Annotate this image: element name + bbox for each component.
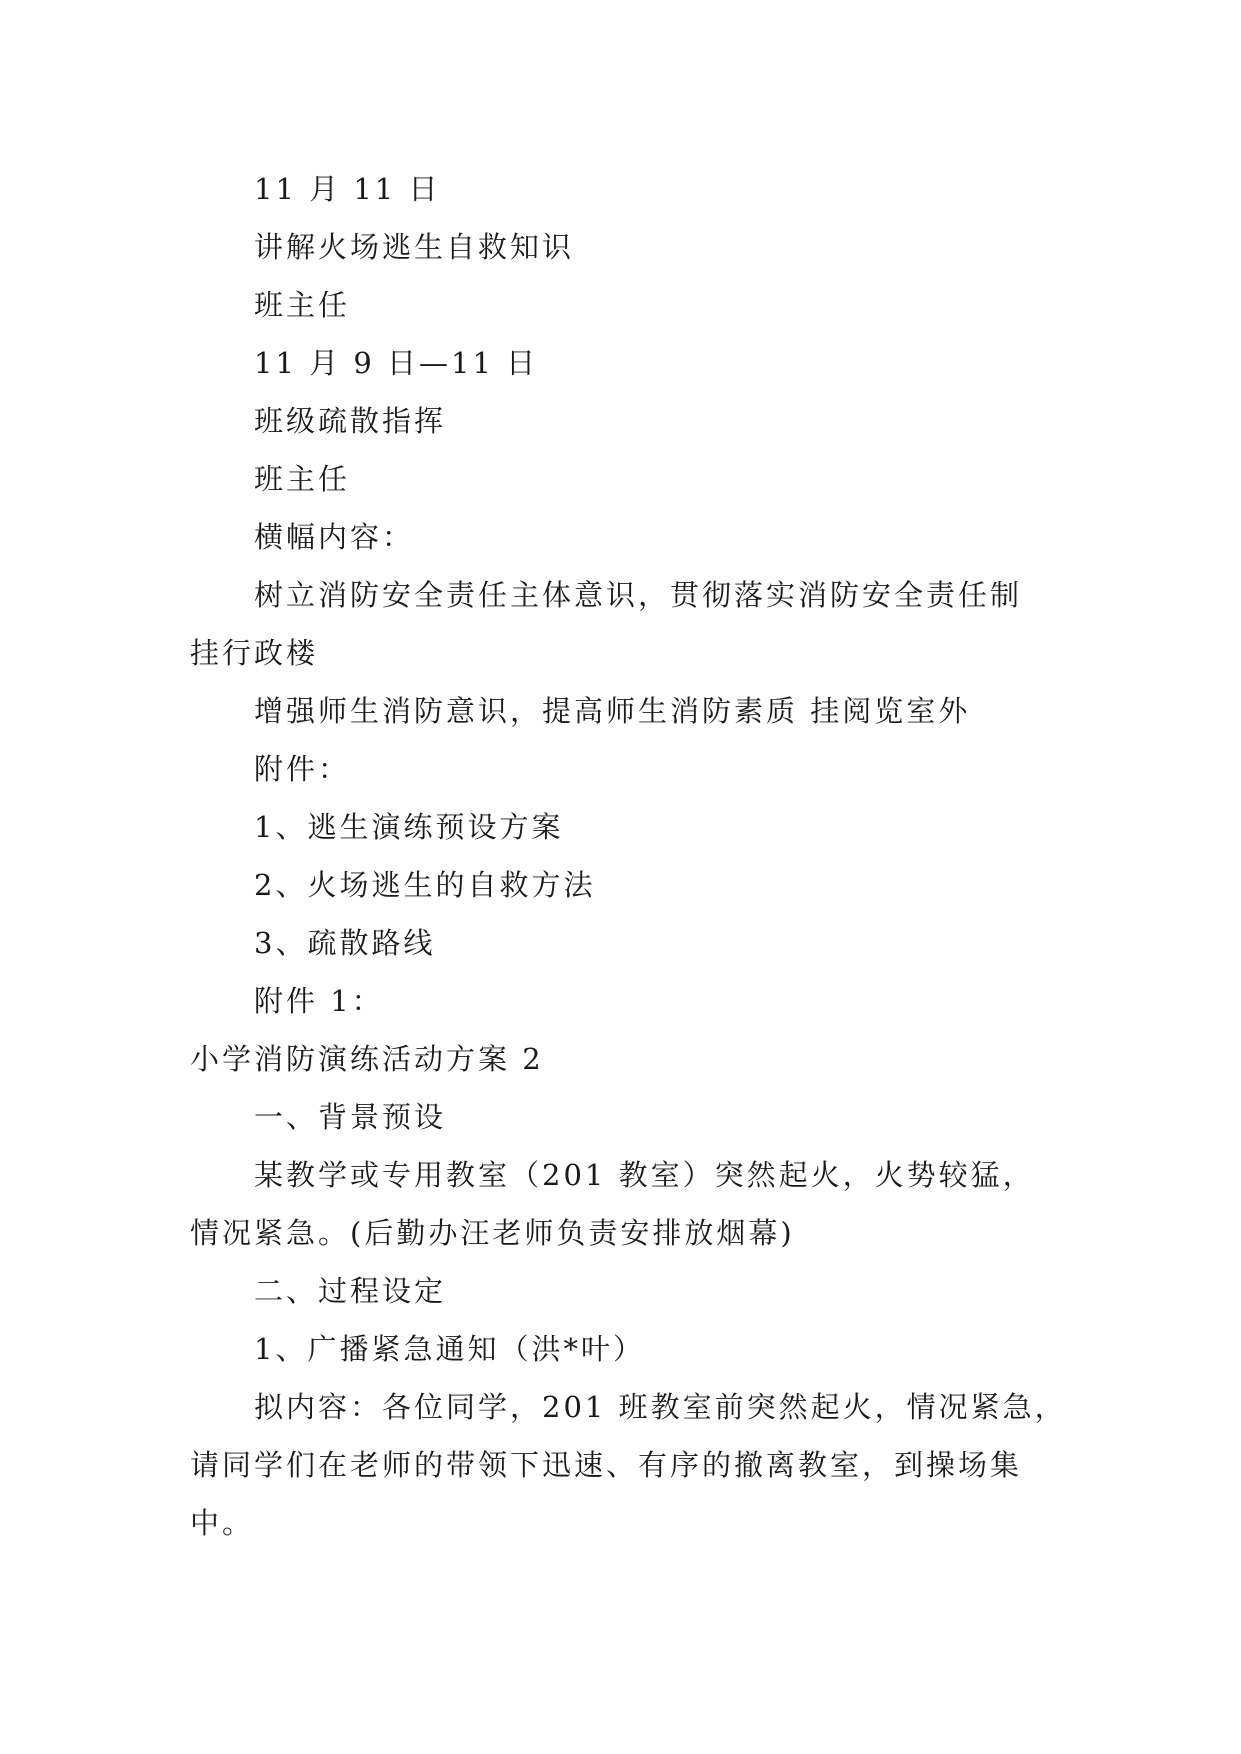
attachment-item: 3、疏散路线 — [254, 926, 436, 960]
document-body — [190, 160, 1067, 1552]
attachment-1-heading: 附件 1： — [254, 984, 384, 1018]
paragraph-line: 拟内容：各位同学，201 班教室前突然起火，情况紧急， — [254, 1390, 1067, 1424]
banner-content-heading: 横幅内容： — [254, 520, 415, 554]
banner-location-1: 挂行政楼 — [190, 636, 319, 670]
paragraph-line: 中。 — [190, 1506, 255, 1540]
paragraph-line: 情况紧急。(后勤办汪老师负责安排放烟幕) — [190, 1216, 795, 1250]
text-line: 11 月 9 日—11 日 — [254, 346, 539, 380]
text-line: 班级疏散指挥 — [254, 404, 447, 438]
text-line: 讲解火场逃生自救知识 — [254, 230, 575, 264]
attachments-heading: 附件： — [254, 752, 351, 786]
step-heading: 1、广播紧急通知（洪*叶） — [254, 1332, 645, 1366]
paragraph-line: 请同学们在老师的带领下迅速、有序的撤离教室，到操场集 — [190, 1448, 1023, 1482]
paragraph-line: 某教学或专用教室（201 教室）突然起火，火势较猛， — [254, 1158, 1035, 1192]
attachment-item: 1、逃生演练预设方案 — [254, 810, 564, 844]
text-line: 班主任 — [254, 288, 351, 322]
banner-text-2: 增强师生消防意识，提高师生消防素质 挂阅览室外 — [254, 694, 971, 728]
section-heading: 二、过程设定 — [254, 1274, 447, 1308]
attachment-item: 2、火场逃生的自救方法 — [254, 868, 596, 902]
section-heading: 一、背景预设 — [254, 1100, 447, 1134]
section-title: 小学消防演练活动方案 2 — [190, 1042, 544, 1076]
banner-text-1: 树立消防安全责任主体意识，贯彻落实消防安全责任制 — [254, 578, 1023, 612]
text-line: 11 月 11 日 — [254, 172, 441, 206]
text-line: 班主任 — [254, 462, 351, 496]
